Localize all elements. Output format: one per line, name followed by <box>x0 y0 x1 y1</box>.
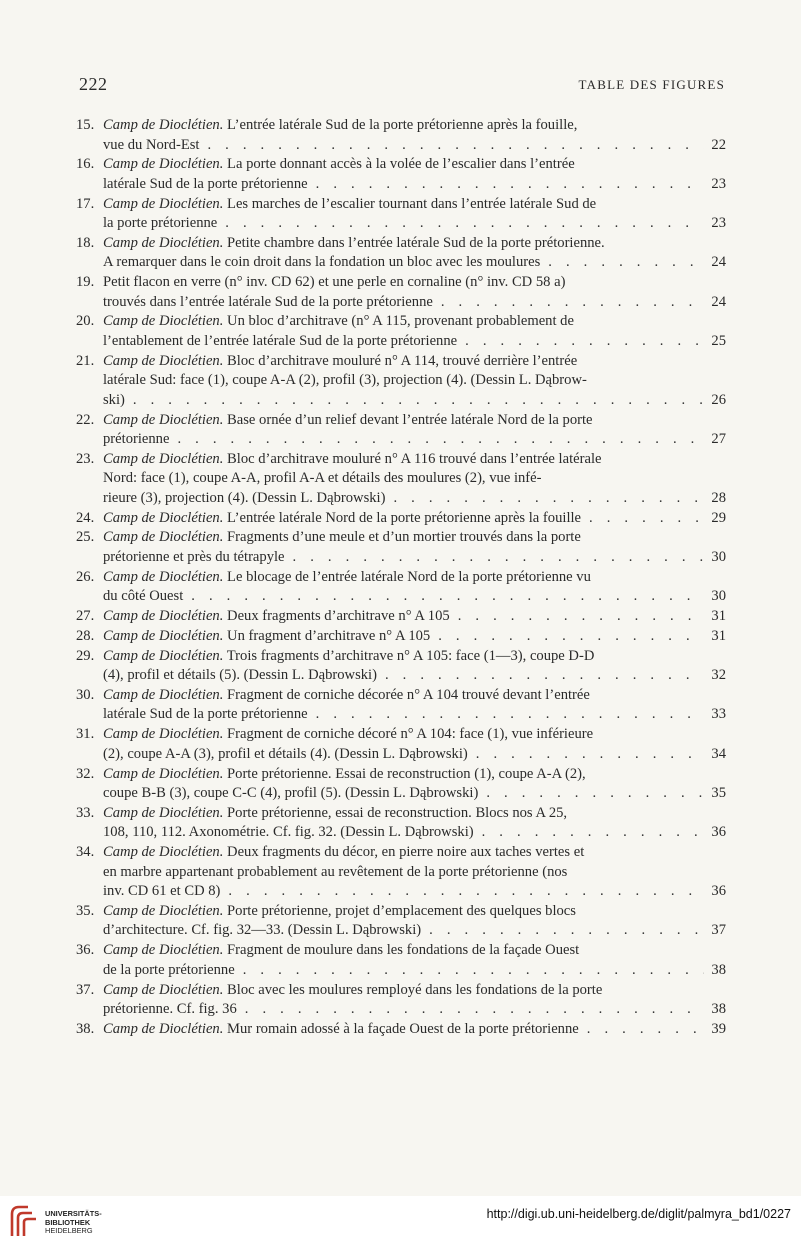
caption-last-text <box>103 705 308 725</box>
caption-last-text <box>103 489 385 509</box>
caption-last-text <box>103 391 125 411</box>
caption-last-text <box>103 961 235 981</box>
figure-place: Camp de Dioclétien. <box>103 804 224 821</box>
leader-dots <box>474 823 704 843</box>
figure-entry <box>76 234 726 273</box>
caption-line <box>103 647 726 667</box>
caption-last-text <box>103 921 421 941</box>
leader-dots <box>125 391 704 411</box>
caption-text: Un fragment d’architrave n° A 105 <box>227 627 431 644</box>
figure-place: Camp de Dioclétien. <box>103 627 224 644</box>
caption-last-text <box>103 430 169 450</box>
caption-text: du côté Ouest <box>103 588 184 605</box>
figure-entry <box>76 411 726 450</box>
page-reference: 24 <box>711 293 726 310</box>
page-reference: 23 <box>711 175 726 192</box>
figure-entry <box>76 116 726 155</box>
page-reference: 38 <box>711 961 726 978</box>
caption-text: Fragments d’une meule et d’un mortier trouvés dans la porte <box>227 529 581 546</box>
caption-last-text <box>103 214 217 234</box>
caption-last-text <box>103 136 199 156</box>
caption-text: coupe B-B (3), coupe C-C (4), profil (5). (Dessin L. Dąbrowski) <box>103 785 479 802</box>
figure-place: Camp de Dioclétien. <box>103 411 224 428</box>
page-reference: 39 <box>711 1020 726 1037</box>
caption-last-text <box>103 253 540 273</box>
figure-entry <box>76 941 726 980</box>
page-reference: 32 <box>711 667 726 684</box>
caption-last-line <box>103 666 726 686</box>
leader-dots <box>468 745 704 765</box>
caption-text: trouvés dans l’entrée latérale Sud de la porte prétorienne <box>103 293 433 310</box>
caption-line <box>103 371 726 391</box>
caption-line <box>103 686 726 706</box>
leader-dots <box>433 293 704 313</box>
caption-text: Bloc d’architrave mouluré n° A 116 trouvé dans l’entrée latérale <box>227 450 602 467</box>
caption-line <box>103 902 726 922</box>
page-reference: 22 <box>711 136 726 153</box>
caption-line <box>103 155 726 175</box>
caption-last-line <box>103 548 726 568</box>
caption-last-line <box>103 214 726 234</box>
figure-number: 28. <box>76 627 95 644</box>
running-head: TABLE DES FIGURES <box>578 77 725 92</box>
caption-last-text <box>103 548 285 568</box>
caption-last-text <box>103 293 433 313</box>
caption-last-line <box>103 587 726 607</box>
caption-last-line <box>103 175 726 195</box>
leader-dots <box>308 175 704 195</box>
figure-place: Camp de Dioclétien. <box>103 608 224 625</box>
caption-line <box>103 765 726 785</box>
caption-text: la porte prétorienne <box>103 215 218 232</box>
leader-dots <box>581 509 704 529</box>
figure-entry <box>76 765 726 804</box>
caption-line <box>103 981 726 1001</box>
figure-entry <box>76 686 726 725</box>
page-reference: 24 <box>711 254 726 271</box>
caption-last-line <box>103 391 726 411</box>
figure-number: 30. <box>76 686 95 703</box>
caption-last-line <box>103 136 726 156</box>
caption-last-text <box>103 745 468 765</box>
caption-line <box>103 116 726 136</box>
page-reference: 25 <box>711 332 726 349</box>
caption-text: Petit flacon en verre (n° inv. CD 62) et une perle en cornaline (n° inv. CD 58 a) <box>103 274 566 291</box>
figure-entry <box>76 195 726 234</box>
figure-entry <box>76 647 726 686</box>
leader-dots <box>540 253 704 273</box>
figure-number: 31. <box>76 726 95 743</box>
figure-entry <box>76 843 726 902</box>
caption-text: l’entablement de l’entrée latérale Sud de la porte prétorienne <box>103 332 458 349</box>
caption-line <box>103 234 726 254</box>
leader-dots <box>285 548 704 568</box>
caption-text: rieure (3), projection (4). (Dessin L. Dąbrowski) <box>103 489 386 506</box>
caption-text: Bloc d’architrave mouluré n° A 114, trouvé derrière l’entrée <box>227 352 578 369</box>
figure-place: Camp de Dioclétien. <box>103 117 224 133</box>
page-reference: 23 <box>711 215 726 232</box>
footer-bar <box>0 1196 801 1254</box>
caption-text: Deux fragments du décor, en pierre noire aux taches vertes et <box>227 844 585 861</box>
caption-text: Porte prétorienne. Essai de reconstruction (1), coupe A-A (2), <box>227 765 586 782</box>
caption-text: La porte donnant accès à la volée de l’escalier dans l’entrée <box>227 156 575 173</box>
leader-dots <box>235 961 704 981</box>
figure-place: Camp de Dioclétien. <box>103 1020 224 1037</box>
caption-last-line <box>103 745 726 765</box>
leader-dots <box>377 666 704 686</box>
figure-place: Camp de Dioclétien. <box>103 234 224 251</box>
caption-last-text <box>103 1020 579 1040</box>
leader-dots <box>450 607 704 627</box>
figure-number: 21. <box>76 352 95 369</box>
leader-dots <box>308 705 704 725</box>
figure-place: Camp de Dioclétien. <box>103 726 224 743</box>
leader-dots <box>457 332 704 352</box>
page-reference: 29 <box>711 509 726 526</box>
leader-dots <box>421 921 704 941</box>
page-reference: 30 <box>711 548 726 565</box>
figure-entry <box>76 804 726 843</box>
caption-line <box>103 804 726 824</box>
caption-text: Base ornée d’un relief devant l’entrée latérale Nord de la porte <box>227 411 593 428</box>
figure-place: Camp de Dioclétien. <box>103 450 224 467</box>
logo-line-2: BIBLIOTHEK <box>45 1217 91 1227</box>
caption-line <box>103 725 726 745</box>
leader-dots <box>579 1020 704 1040</box>
caption-last-line <box>103 921 726 941</box>
page-reference: 38 <box>711 1001 726 1018</box>
leader-dots <box>385 489 704 509</box>
figure-number: 32. <box>76 765 95 782</box>
caption-last-text <box>103 784 478 804</box>
figure-entry <box>76 273 726 312</box>
page-reference: 36 <box>711 824 726 841</box>
figure-place: Camp de Dioclétien. <box>103 156 224 173</box>
leader-dots <box>430 627 704 647</box>
figure-place: Camp de Dioclétien. <box>103 529 224 546</box>
logo-line-1: UNIVERSITÄTS- <box>45 1209 102 1218</box>
figure-entry <box>76 568 726 607</box>
caption-text: Deux fragments d’architrave n° A 105 <box>227 608 450 625</box>
figure-entry <box>76 725 726 764</box>
page-reference: 28 <box>711 489 726 506</box>
figure-number: 29. <box>76 647 95 664</box>
figure-place: Camp de Dioclétien. <box>103 352 224 369</box>
figure-number: 35. <box>76 902 95 919</box>
caption-text: (2), coupe A-A (3), profil et détails (4). (Dessin L. Dąbrowski) <box>103 745 468 762</box>
caption-line <box>103 843 726 863</box>
caption-last-text <box>103 666 377 686</box>
figure-number: 37. <box>76 981 95 998</box>
caption-text: Le blocage de l’entrée latérale Nord de la porte prétorienne vu <box>227 568 591 585</box>
caption-text: (4), profil et détails (5). (Dessin L. Dąbrowski) <box>103 667 377 684</box>
page-reference: 33 <box>711 706 726 723</box>
caption-text: Fragment de corniche décoré n° A 104: face (1), vue inférieure <box>227 726 594 743</box>
caption-line <box>103 469 726 489</box>
figure-place: Camp de Dioclétien. <box>103 902 224 919</box>
page-reference: 37 <box>711 922 726 939</box>
caption-last-line <box>103 1000 726 1020</box>
figure-number: 26. <box>76 568 95 585</box>
caption-last-text <box>103 882 220 902</box>
figure-entry <box>76 1020 726 1040</box>
caption-text: en marbre appartenant probablement au revêtement de la porte prétorienne (nos <box>103 863 568 880</box>
caption-text: latérale Sud de la porte prétorienne <box>103 706 308 723</box>
caption-text: Porte prétorienne, essai de reconstruction. Blocs nos A 25, <box>227 804 568 821</box>
caption-last-line <box>103 627 726 647</box>
leader-dots <box>478 784 704 804</box>
leader-dots <box>220 882 704 902</box>
caption-text: A remarquer dans le coin droit dans la fondation un bloc avec les moulures <box>103 254 541 271</box>
caption-text: de la porte prétorienne <box>103 961 235 978</box>
figure-number: 18. <box>76 234 95 251</box>
page-reference: 31 <box>711 608 726 625</box>
figure-place: Camp de Dioclétien. <box>103 195 224 212</box>
caption-text: d’architecture. Cf. fig. 32—33. (Dessin L. Dąbrowski) <box>103 922 422 939</box>
figure-place: Camp de Dioclétien. <box>103 647 224 664</box>
leader-dots <box>217 214 704 234</box>
page-reference: 30 <box>711 588 726 605</box>
figure-number: 19. <box>76 274 95 291</box>
caption-text: vue du Nord-Est <box>103 136 200 153</box>
caption-line <box>103 195 726 215</box>
caption-text: Bloc avec les moulures remployé dans les fondations de la porte <box>227 981 603 998</box>
caption-line <box>103 528 726 548</box>
caption-line <box>103 352 726 372</box>
caption-text: Petite chambre dans l’entrée latérale Sud de la porte prétorienne. <box>227 234 605 251</box>
caption-last-line <box>103 882 726 902</box>
figure-entry <box>76 352 726 411</box>
figure-place: Camp de Dioclétien. <box>103 568 224 585</box>
figure-number: 27. <box>76 608 95 625</box>
caption-text: Fragment de moulure dans les fondations de la façade Ouest <box>227 942 580 959</box>
figure-place: Camp de Dioclétien. <box>103 765 224 782</box>
leader-dots <box>169 430 704 450</box>
caption-text: Fragment de corniche décorée n° A 104 trouvé devant l’entrée <box>227 686 590 703</box>
caption-last-line <box>103 961 726 981</box>
caption-last-line <box>103 489 726 509</box>
figure-number: 16. <box>76 156 95 173</box>
figure-entry <box>76 509 726 529</box>
caption-last-line <box>103 607 726 627</box>
figure-number: 36. <box>76 942 95 959</box>
caption-last-line <box>103 430 726 450</box>
figure-entry <box>76 312 726 351</box>
caption-last-text <box>103 1000 237 1020</box>
caption-last-line <box>103 1020 726 1040</box>
figure-place: Camp de Dioclétien. <box>103 313 224 330</box>
caption-text: latérale Sud de la porte prétorienne <box>103 175 308 192</box>
page-reference: 27 <box>711 431 726 448</box>
caption-line <box>103 568 726 588</box>
caption-last-text <box>103 823 474 843</box>
leader-dots <box>237 1000 704 1020</box>
figure-place: Camp de Dioclétien. <box>103 509 224 526</box>
figure-entry <box>76 155 726 194</box>
caption-line <box>103 450 726 470</box>
caption-last-line <box>103 823 726 843</box>
caption-last-line <box>103 293 726 313</box>
figure-number: 34. <box>76 844 95 861</box>
figure-entry <box>76 627 726 647</box>
source-url[interactable]: http://digi.ub.uni-heidelberg.de/diglit/palmyra_bd1/0227 <box>486 1207 791 1221</box>
caption-last-text <box>103 175 308 195</box>
figure-entry <box>76 981 726 1020</box>
page-reference: 36 <box>711 883 726 900</box>
caption-last-line <box>103 253 726 273</box>
leader-dots <box>199 136 704 156</box>
caption-last-line <box>103 784 726 804</box>
caption-text: Un bloc d’architrave (n° A 115, provenant probablement de <box>227 313 574 330</box>
figure-entry <box>76 450 726 509</box>
figure-entry <box>76 528 726 567</box>
figure-place: Camp de Dioclétien. <box>103 686 224 703</box>
caption-text: Porte prétorienne, projet d’emplacement des quelques blocs <box>227 902 576 919</box>
caption-text: 108, 110, 112. Axonométrie. Cf. fig. 32. (Dessin L. Dąbrowski) <box>103 824 474 841</box>
page-reference: 34 <box>711 745 726 762</box>
figure-number: 20. <box>76 313 95 330</box>
caption-text: Nord: face (1), coupe A-A, profil A-A et détails des moulures (2), vue infé- <box>103 470 542 487</box>
figure-number: 15. <box>76 117 95 133</box>
page-reference: 31 <box>711 627 726 644</box>
logo-line-3: HEIDELBERG <box>45 1226 93 1236</box>
figure-number: 24. <box>76 509 95 526</box>
figure-number: 25. <box>76 529 95 546</box>
figure-place: Camp de Dioclétien. <box>103 844 224 861</box>
figure-number: 38. <box>76 1020 95 1037</box>
caption-line <box>103 312 726 332</box>
caption-text: L’entrée latérale Nord de la porte prétorienne après la fouille <box>227 509 582 526</box>
caption-line <box>103 863 726 883</box>
page-number: 222 <box>79 74 108 94</box>
caption-text: ski) <box>103 391 125 408</box>
figure-number: 23. <box>76 450 95 467</box>
figure-number: 17. <box>76 195 95 212</box>
caption-line <box>103 941 726 961</box>
figure-place: Camp de Dioclétien. <box>103 942 224 959</box>
caption-last-line <box>103 509 726 529</box>
caption-text: prétorienne. Cf. fig. 36 <box>103 1001 237 1018</box>
caption-last-text <box>103 587 183 607</box>
figure-entry <box>76 902 726 941</box>
figure-number: 33. <box>76 804 95 821</box>
figure-place: Camp de Dioclétien. <box>103 981 224 998</box>
caption-last-line <box>103 705 726 725</box>
caption-text: L’entrée latérale Sud de la porte prétorienne après la fouille, <box>227 117 578 133</box>
caption-last-text <box>103 332 457 352</box>
library-logo-icon <box>8 1204 38 1238</box>
caption-text: inv. CD 61 et CD 8) <box>103 883 221 900</box>
caption-text: Trois fragments d’architrave n° A 105: face (1—3), coupe D-D <box>226 647 595 664</box>
caption-line <box>103 411 726 431</box>
caption-last-line <box>103 332 726 352</box>
figure-list <box>76 116 726 1040</box>
caption-text: latérale Sud: face (1), coupe A-A (2), profil (3), projection (4). (Dessin L. Dąbrow- <box>103 372 587 389</box>
caption-text: prétorienne <box>103 431 170 448</box>
caption-last-text <box>103 627 430 647</box>
leader-dots <box>183 587 704 607</box>
caption-last-text <box>103 509 581 529</box>
figure-number: 22. <box>76 411 95 428</box>
caption-text: Les marches de l’escalier tournant dans l’entrée latérale Sud de <box>227 195 597 212</box>
caption-text: prétorienne et près du tétrapyle <box>103 548 285 565</box>
page-reference: 26 <box>711 391 726 408</box>
library-logo-text <box>45 1210 102 1236</box>
caption-last-text <box>103 607 450 627</box>
caption-line <box>103 273 726 293</box>
figure-entry <box>76 607 726 627</box>
page-reference: 35 <box>711 785 726 802</box>
caption-text: Mur romain adossé à la façade Ouest de la porte prétorienne <box>227 1020 579 1037</box>
